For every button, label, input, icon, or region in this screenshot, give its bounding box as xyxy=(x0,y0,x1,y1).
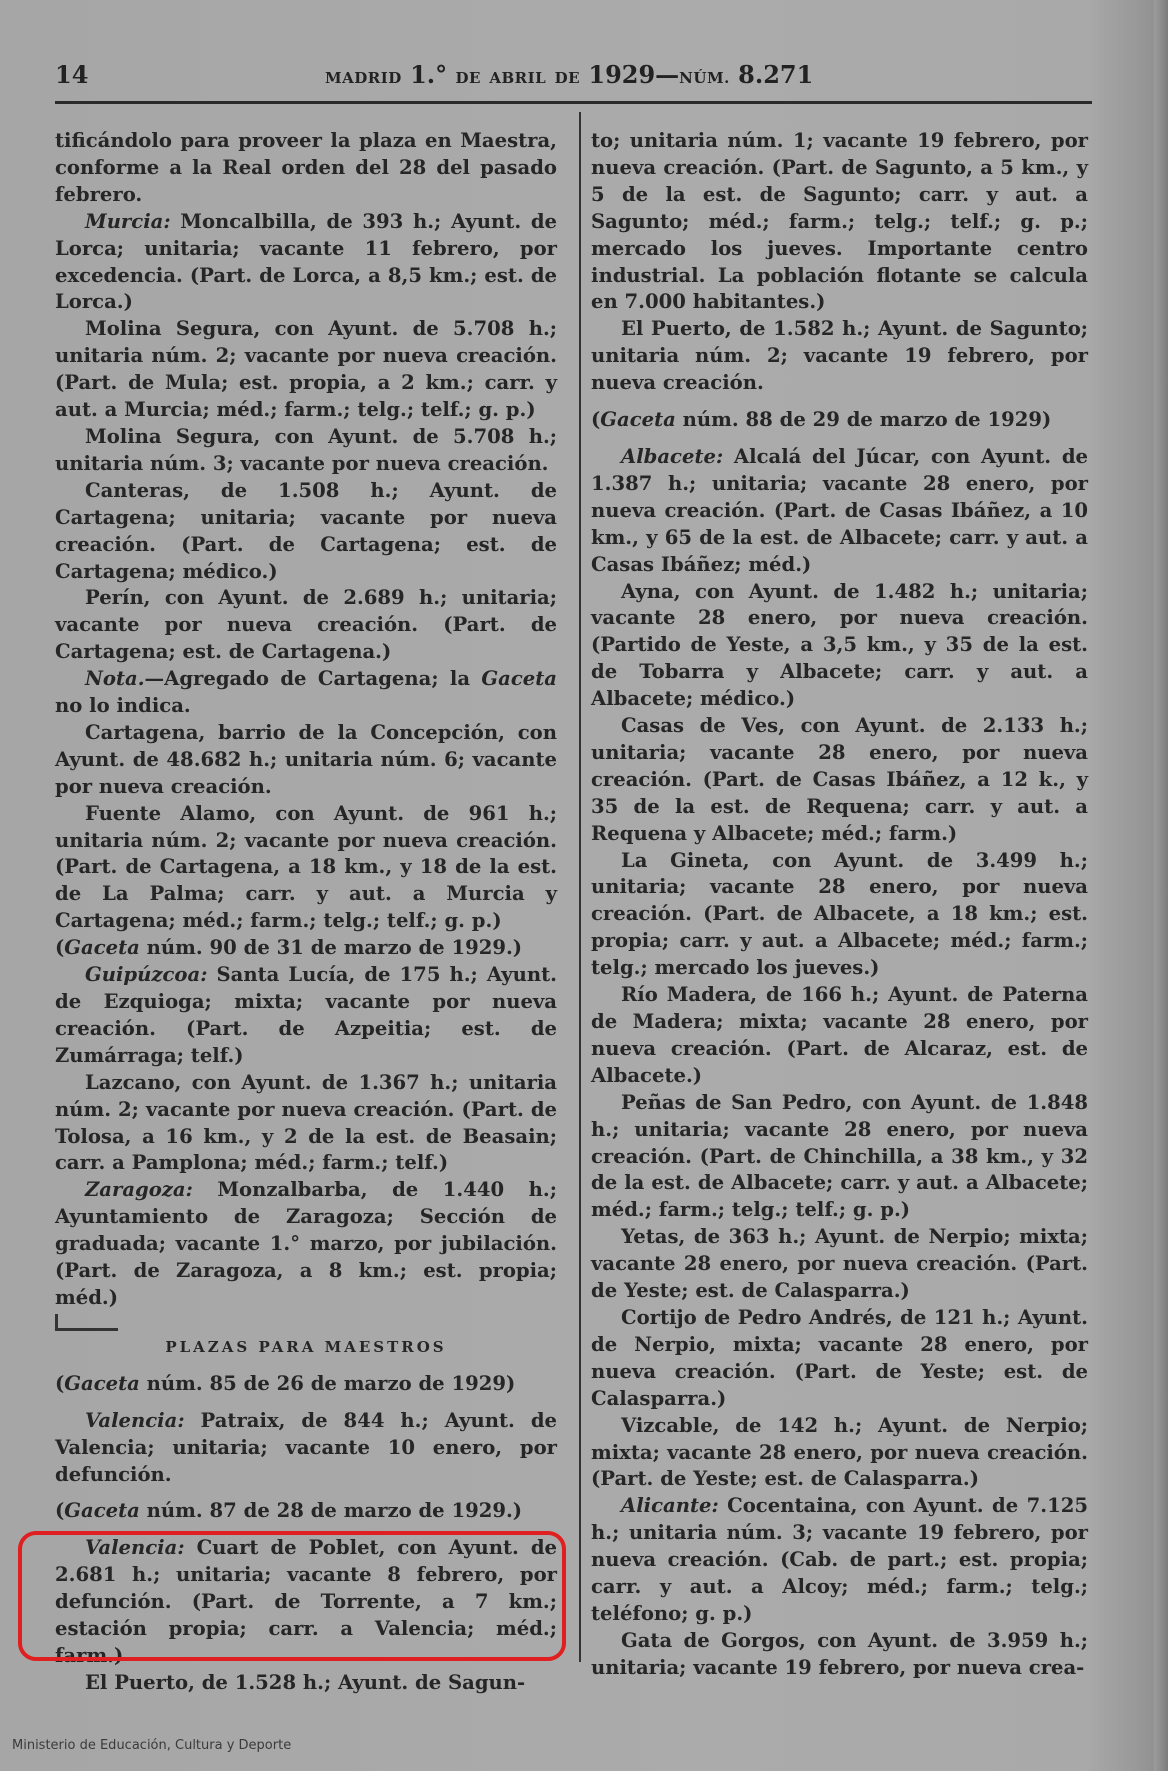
header-num-label: NÚM. xyxy=(679,69,730,87)
note-label: Nota. xyxy=(85,667,145,691)
paragraph-text: Moncalbilla, de 393 h.; Ayunt. de Lorca; unitaria; vacante 11 febrero, por excedencia. (Part. de Lorca, a 8,5 km.; est. de Lorca.) xyxy=(55,209,557,314)
page-number: 14 xyxy=(55,60,89,89)
page-edge-shadow xyxy=(1154,0,1168,1771)
gaceta-citation xyxy=(55,935,557,962)
paragraph xyxy=(591,444,1088,579)
paren: ( xyxy=(591,408,601,432)
print-artifact xyxy=(55,1312,557,1334)
header-day: 1.° xyxy=(410,60,448,89)
citation-text: núm. 90 de 31 de marzo de 1929.) xyxy=(139,936,523,960)
paragraph xyxy=(55,962,557,1070)
paragraph: Río Madera, de 166 h.; Ayunt. de Paterna de Madera; mixta; vacante 28 enero, por nueva creación. (Part. de Alcaraz, est. de Albacete.) xyxy=(591,983,1088,1087)
right-column xyxy=(591,128,1088,1682)
paragraph xyxy=(55,1408,557,1489)
paragraph-text: Cuart de Poblet, con Ayunt. de 2.681 h.; unitaria; vacante 8 febrero, por defunción. (Part. de Torrente, a 7 km.; estación propia; carr. a Valencia; méd.; farm.) xyxy=(55,1536,557,1667)
column-divider xyxy=(579,112,581,1662)
paragraph: Lazcano, con Ayunt. de 1.367 h.; unitaria núm. 2; vacante por nueva creación. (Part. de Tolosa, a 16 km., y 2 de la est. de Beasain; carr. a Pamplona; méd.; farm.; telf.) xyxy=(55,1070,557,1175)
header-dash: — xyxy=(655,60,680,89)
header-city: MADRID xyxy=(325,69,402,87)
paragraph: Molina Segura, con Ayunt. de 5.708 h.; unitaria núm. 3; vacante por nueva creación. xyxy=(55,424,557,475)
header-month: ABRIL xyxy=(489,69,547,87)
paragraph xyxy=(591,1493,1088,1628)
header-rule xyxy=(55,101,1092,104)
paragraph: to; unitaria núm. 1; vacante 19 febrero, por nueva creación. (Part. de Sagunto, a 5 km., y 5 de la est. de Sagunto; carr. y aut. a Sagunto; méd.; farm.; telg.; telf.; g. p.; mercado los jueves. Importante centro industrial. La población flotante se calcula en 7.000 habitantes.) xyxy=(591,129,1088,314)
gaceta-italic: Gaceta xyxy=(64,1499,140,1523)
gaceta-italic: Gaceta xyxy=(64,1371,140,1395)
gaceta-italic: Gaceta xyxy=(600,408,676,432)
gaceta-citation xyxy=(591,407,1088,434)
section-title: PLAZAS PARA MAESTROS xyxy=(165,1337,447,1356)
paren: ( xyxy=(55,936,65,960)
gaceta-italic: Gaceta xyxy=(64,936,140,960)
header-issue-number: 8.271 xyxy=(738,60,814,89)
gaceta-citation xyxy=(55,1371,557,1398)
region-label: Albacete: xyxy=(621,444,724,468)
paren: ( xyxy=(55,1371,65,1395)
footer-credit: Ministerio de Educación, Cultura y Deporte xyxy=(12,1738,292,1753)
paragraph: Fuente Alamo, con Ayunt. de 961 h.; unitaria núm. 2; vacante por nueva creación. (Part. de Cartagena, a 18 km., y 18 de la est. de La Palma; carr. y aut. a Murcia y Cartagena; méd.; farm.; telg.; telf.; g. p.) xyxy=(55,801,557,933)
gaceta-citation xyxy=(55,1498,557,1525)
paragraph xyxy=(55,209,557,317)
paragraph-text: Alcalá del Júcar, con Ayunt. de 1.387 h.; unitaria; vacante 28 enero, por nueva creación. (Part. de Casas Ibáñez, a 10 km., y 65 de la est. de Albacete; carr. y aut. a Casas Ibáñez; méd.) xyxy=(591,444,1088,576)
paragraph: Vizcable, de 142 h.; Ayunt. de Nerpio; mixta; vacante 28 enero, por nueva creación. (Part. de Yeste; est. de Calasparra.) xyxy=(591,1413,1088,1491)
paragraph: Canteras, de 1.508 h.; Ayunt. de Cartagena; unitaria; vacante por nueva creación. (Part. de Cartagena; est. de Cartagena; médico.) xyxy=(55,478,557,583)
paragraph: Ayna, con Ayunt. de 1.482 h.; unitaria; vacante 28 enero, por nueva creación. (Partido de Yeste, a 3,5 km., y 35 de la est. de Tobarra y Albacete; carr. y aut. a Albacete; médico.) xyxy=(591,579,1088,711)
paragraph: tificándolo para proveer la plaza en Maestra, conforme a la Real orden del 28 del pasado febrero. xyxy=(55,129,557,206)
region-label: Valencia: xyxy=(85,1536,185,1560)
page-header xyxy=(55,60,1095,94)
citation-text: núm. 87 de 28 de marzo de 1929.) xyxy=(139,1499,523,1523)
paragraph-text: Santa Lucía, de 175 h.; Ayunt. de Ezquioga; mixta; vacante por nueva creación. (Part. de Azpeitia; est. de Zumárraga; telf.) xyxy=(55,963,557,1067)
header-de-2: DE xyxy=(554,69,581,87)
paragraph: Cortijo de Pedro Andrés, de 121 h.; Ayunt. de Nerpio, mixta; vacante 28 enero, por nueva creación. (Part. de Yeste; est. de Calasparra.) xyxy=(591,1305,1088,1410)
paren: ( xyxy=(55,1499,65,1523)
paragraph-text: Patraix, de 844 h.; Ayunt. de Valencia; unitaria; vacante 10 enero, por defunción. xyxy=(55,1408,557,1486)
paragraph-text: no lo indica. xyxy=(55,694,191,718)
paragraph: Peñas de San Pedro, con Ayunt. de 1.848 h.; unitaria; vacante 28 enero, por nueva creación. (Part. de Chinchilla, a 38 km., y 32 de la est. de Albacete; carr. y aut. a Albacete; méd.; farm.; telg.; telf.; g. p.) xyxy=(591,1090,1088,1222)
highlight-box xyxy=(18,1531,566,1661)
paragraph-text: Cocentaina, con Ayunt. de 7.125 h.; unitaria núm. 3; vacante 19 febrero, por nueva creación. (Cab. de part.; est. propia; carr. y aut. a Alcoy; méd.; farm.; telg.; teléfono; g. p.) xyxy=(591,1494,1088,1625)
citation-text: núm. 88 de 29 de marzo de 1929) xyxy=(675,408,1052,432)
paragraph: La Gineta, con Ayunt. de 3.499 h.; unitaria; vacante 28 enero, por nueva creación. (Part. de Albacete, a 18 km.; est. propia; carr. y aut. a Albacete; méd.; farm.; telg.; mercado los jueves.) xyxy=(591,848,1088,980)
header-year: 1929 xyxy=(588,60,656,89)
left-column xyxy=(55,128,557,1697)
paragraph: Gata de Gorgos, con Ayunt. de 3.959 h.; unitaria; vacante 19 febrero, por nueva crea- xyxy=(591,1628,1088,1679)
region-label: Zaragoza: xyxy=(85,1178,193,1202)
paragraph: El Puerto, de 1.528 h.; Ayunt. de Sagun- xyxy=(85,1670,526,1694)
note-paragraph xyxy=(55,666,557,720)
paragraph: Perín, con Ayunt. de 2.689 h.; unitaria; vacante por nueva creación. (Part. de Cartagena; est. de Cartagena.) xyxy=(55,586,557,664)
citation-text: núm. 85 de 26 de marzo de 1929) xyxy=(139,1371,516,1395)
paragraph: Yetas, de 363 h.; Ayunt. de Nerpio; mixta; vacante 28 enero, por nueva creación. (Part. de Yeste; est. de Calasparra.) xyxy=(591,1225,1088,1303)
paragraph-text: Monzalbarba, de 1.440 h.; Ayuntamiento de Zaragoza; Sección de graduada; vacante 1.° marzo, por jubilación. (Part. de Zaragoza, a 8 km.; est. propia; méd.) xyxy=(55,1178,557,1309)
paragraph: Molina Segura, con Ayunt. de 5.708 h.; unitaria núm. 2; vacante por nueva creación. (Part. de Mula; est. propia, a 2 km.; carr. y aut. a Murcia; méd.; farm.; telg.; telf.; g. p.) xyxy=(55,317,557,422)
region-label: Murcia: xyxy=(85,209,171,233)
paragraph: Cartagena, barrio de la Concepción, con Ayunt. de 48.682 h.; unitaria núm. 6; vacante por nueva creación. xyxy=(55,720,557,798)
region-label: Guipúzcoa: xyxy=(85,963,208,987)
header-de-1: DE xyxy=(455,69,481,87)
gaceta-italic: Gaceta xyxy=(481,667,557,691)
paragraph xyxy=(55,1177,557,1312)
paragraph: Casas de Ves, con Ayunt. de 2.133 h.; unitaria; vacante 28 enero, por nueva creación. (Part. de Casas Ibáñez, a 12 k., y 35 de la est. de Requena; carr. y aut. a Requena y Albacete; méd.; farm.) xyxy=(591,714,1088,845)
paragraph: El Puerto, de 1.582 h.; Ayunt. de Sagunto; unitaria núm. 2; vacante 19 febrero, por nueva creación. xyxy=(591,317,1088,395)
region-label: Valencia: xyxy=(85,1408,185,1432)
running-head xyxy=(325,60,813,89)
region-label: Alicante: xyxy=(621,1494,719,1518)
paragraph-text: —Agregado de Cartagena; la xyxy=(144,667,482,691)
